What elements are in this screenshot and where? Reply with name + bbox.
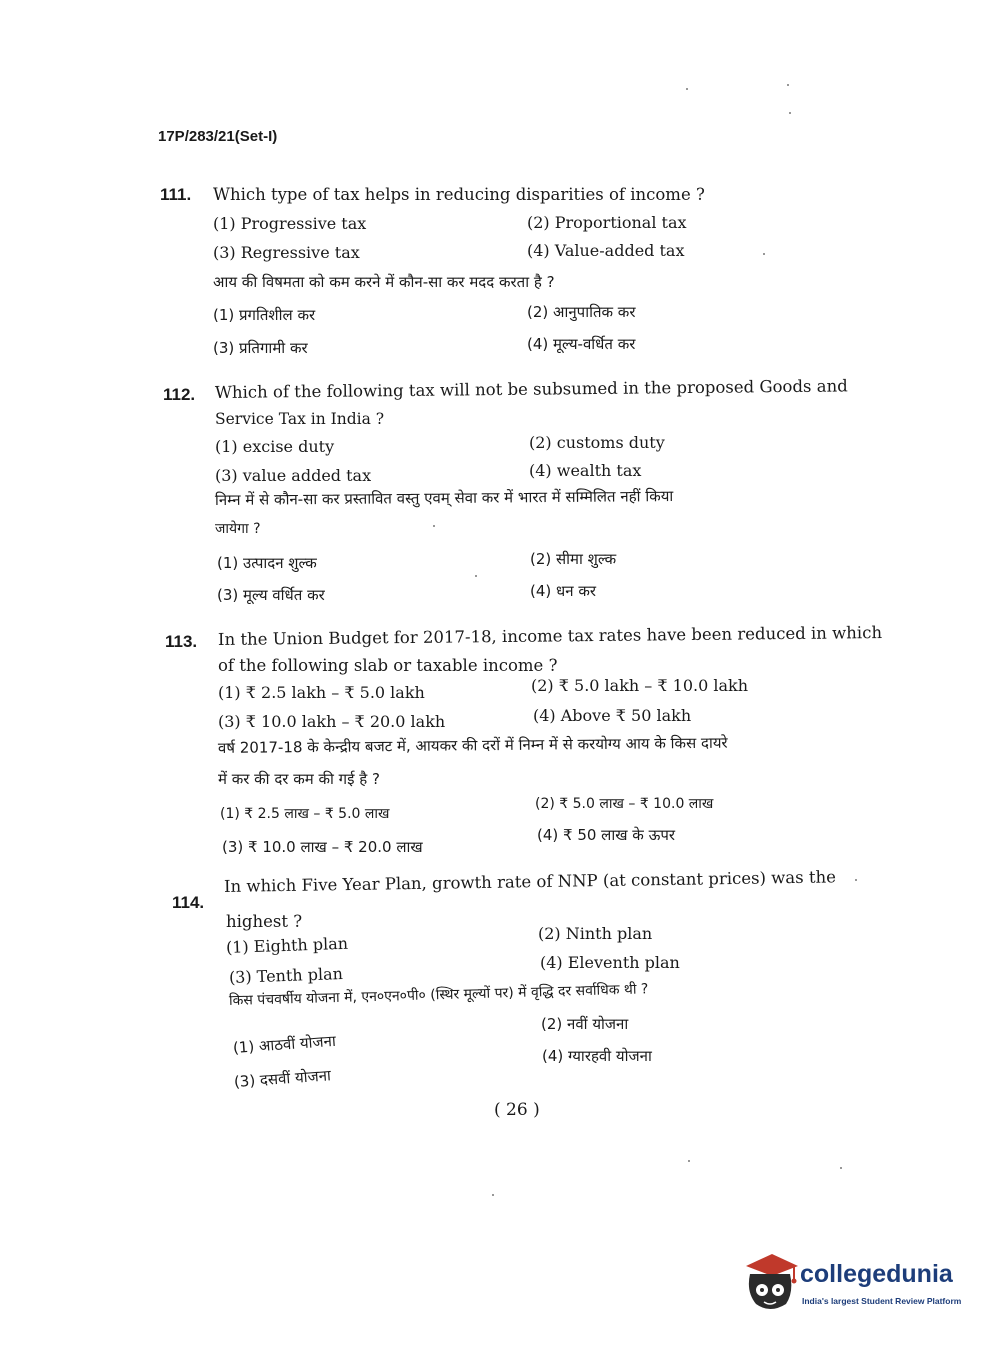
question-text-en: Which type of tax helps in reducing disparities of income ?	[213, 185, 705, 204]
option-2-hi: (2) ₹ 5.0 लाख – ₹ 10.0 लाख	[535, 796, 714, 812]
option-1-hi: (1) उत्पादन शुल्क	[217, 554, 317, 572]
scan-speck	[840, 1167, 842, 1169]
question-text-en-line2: of the following slab or taxable income ?	[218, 656, 558, 675]
scan-speck	[492, 1194, 494, 1196]
option-2-hi: (2) आनुपातिक कर	[527, 303, 636, 321]
option-2-en: (2) Ninth plan	[538, 924, 653, 943]
option-4-hi: (4) ₹ 50 लाख के ऊपर	[537, 826, 675, 844]
question-text-hi: किस पंचवर्षीय योजना में, एन०एन०पी० (स्थिर मूल्यों पर) में वृद्धि दर सर्वाधिक थी ?	[228, 981, 649, 1009]
question-text-hi-line1: निम्न में से कौन-सा कर प्रस्तावित वस्तु एवम् सेवा कर में भारत में सम्मिलित नहीं किया	[214, 487, 674, 509]
option-1-en: (1) excise duty	[215, 437, 335, 456]
option-4-en: (4) wealth tax	[529, 461, 642, 480]
question-text-en-line1: In the Union Budget for 2017-18, income tax rates have been reduced in which	[217, 623, 883, 649]
question-text-hi-line1: वर्ष 2017-18 के केन्द्रीय बजट में, आयकर की दरों में निम्न में से करयोग्य आय के किस दायरे	[217, 733, 728, 757]
option-3-en: (3) value added tax	[215, 466, 372, 485]
option-3-hi: (3) मूल्य वर्धित कर	[217, 586, 325, 604]
option-2-en: (2) customs duty	[529, 433, 665, 452]
mascot-icon	[742, 1252, 800, 1314]
question-text-hi-line2: जायेगा ?	[215, 521, 261, 537]
option-3-hi: (3) प्रतिगामी कर	[213, 339, 308, 357]
option-4-en: (4) Value-added tax	[527, 241, 685, 260]
question-text-en-line2: Service Tax in India ?	[215, 410, 385, 428]
scan-speck	[688, 1160, 690, 1162]
option-4-en: (4) Above ₹ 50 lakh	[533, 706, 692, 725]
option-2-en: (2) ₹ 5.0 lakh – ₹ 10.0 lakh	[531, 676, 749, 695]
scan-speck	[855, 879, 857, 881]
question-text-hi: आय की विषमता को कम करने में कौन-सा कर मदद करता है ?	[213, 273, 555, 291]
option-3-en: (3) Regressive tax	[213, 243, 360, 262]
collegedunia-logo	[742, 1252, 972, 1314]
option-2-hi: (2) सीमा शुल्क	[530, 550, 617, 568]
option-1-hi: (1) ₹ 2.5 लाख – ₹ 5.0 लाख	[220, 806, 390, 822]
question-text-hi-line2: में कर की दर कम की गई है ?	[218, 770, 380, 788]
logo-text: collegedunia	[800, 1260, 953, 1288]
paper-code: 17P/283/21(Set-I)	[158, 128, 278, 145]
question-number: 111.	[160, 185, 192, 204]
question-number: 114.	[172, 893, 205, 912]
option-3-hi: (3) ₹ 10.0 लाख – ₹ 20.0 लाख	[222, 838, 423, 856]
option-4-hi: (4) मूल्य-वर्धित कर	[527, 335, 636, 353]
option-2-en: (2) Proportional tax	[527, 213, 687, 232]
scan-speck	[763, 253, 765, 255]
page-number: ( 26 )	[494, 1100, 540, 1120]
scan-speck	[433, 525, 435, 527]
scan-speck	[787, 84, 789, 86]
option-1-hi: (1) प्रगतिशील कर	[213, 306, 316, 324]
option-1-en: (1) Progressive tax	[213, 214, 367, 233]
option-2-hi: (2) नवीं योजना	[541, 1015, 629, 1033]
option-1-en: (1) ₹ 2.5 lakh – ₹ 5.0 lakh	[218, 683, 425, 702]
option-3-en: (3) Tenth plan	[228, 964, 344, 987]
question-number: 113.	[165, 632, 198, 651]
option-4-hi: (4) धन कर	[530, 582, 596, 600]
option-3-en: (3) ₹ 10.0 lakh – ₹ 20.0 lakh	[218, 712, 446, 731]
scan-speck	[686, 88, 688, 90]
scan-speck	[475, 575, 477, 577]
option-4-en: (4) Eleventh plan	[540, 953, 680, 972]
option-3-hi: (3) दसवीं योजना	[233, 1066, 332, 1091]
question-text-en-line2: highest ?	[226, 912, 303, 931]
question-text-en-line1: Which of the following tax will not be subsumed in the proposed Goods and	[214, 376, 848, 402]
question-text-en-line1: In which Five Year Plan, growth rate of NNP (at constant prices) was the	[223, 867, 837, 896]
question-number: 112.	[163, 385, 196, 404]
logo-tagline: India's largest Student Review Platform	[802, 1296, 962, 1306]
option-1-en: (1) Eighth plan	[225, 933, 349, 957]
option-1-hi: (1) आठवीं योजना	[232, 1031, 337, 1057]
option-4-hi: (4) ग्यारहवी योजना	[542, 1047, 652, 1065]
scan-speck	[789, 112, 791, 114]
